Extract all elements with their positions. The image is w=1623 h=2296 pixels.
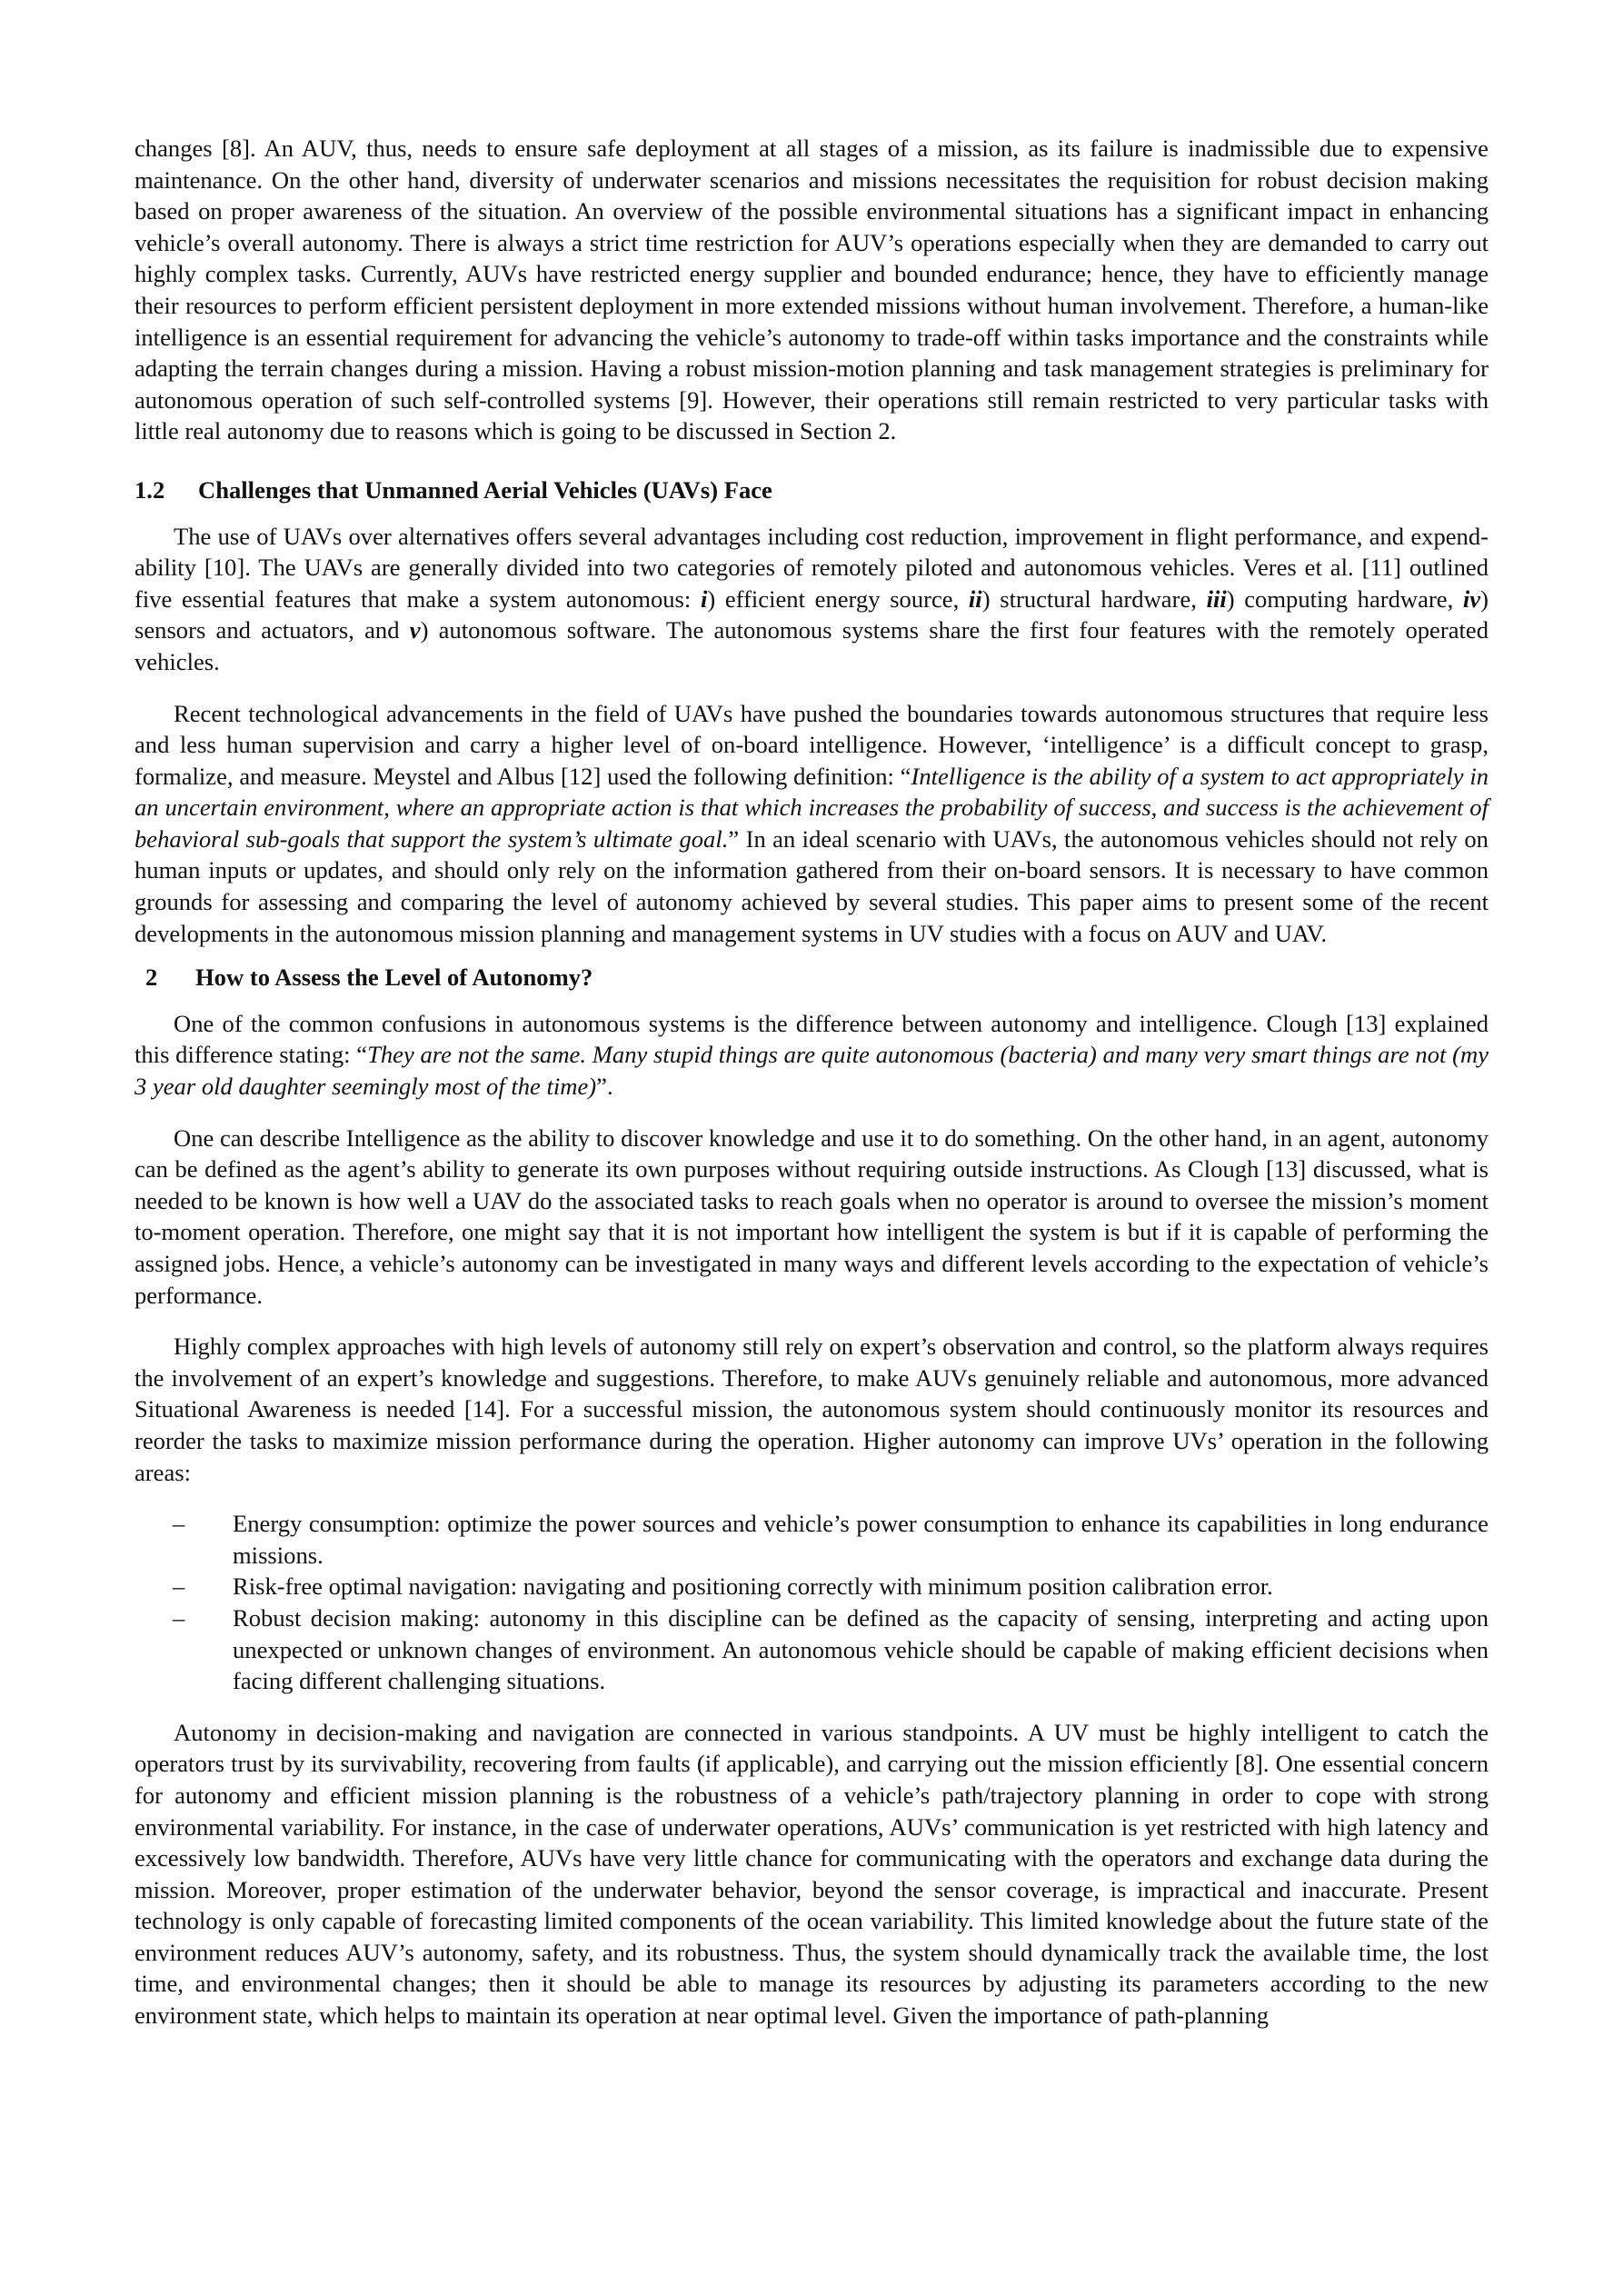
text-run: One of the common confusions in autonomous systems is the difference between autonomy and intelligence. Clough [13] explained this difference stating: “	[134, 1009, 1489, 1069]
section-title: Challenges that Unmanned Aerial Vehicles (UAVs) Face	[198, 475, 772, 504]
dash-bullet-icon: –	[173, 1603, 185, 1632]
text-run: ) computing hardware,	[1226, 584, 1463, 613]
text-run: The use of UAVs over alternatives offers several advantages including cost reduction, improvement in flight performance, and expend-ability [10]. The UAVs are generally divided into two categories of remotely piloted and autonomous vehicles. Veres et al. [11] outlined five essential features that make a system autonomous:	[134, 522, 1489, 613]
text-run: ”.	[596, 1073, 613, 1101]
paragraph-autonomy-vs-intelligence	[134, 1008, 1489, 1103]
enum-marker: i	[700, 584, 708, 613]
list-item	[134, 1571, 1489, 1602]
enum-marker: iii	[1206, 584, 1227, 613]
dash-bullet-icon: –	[173, 1572, 185, 1601]
text-run: Recent technological advancements in the field of UAVs have pushed the boundaries towards autonomous structures that require less and less human supervision and carry a higher level of on-board intelligence. However, ‘intelligence’ is a difficult concept to grasp, formalize, and measure. Meystel and Albus [12] used the following definition: “	[134, 699, 1489, 790]
document-page	[134, 133, 1489, 2031]
intro-paragraph: changes [8]. An AUV, thus, needs to ensure safe deployment at all stages of a mission, as its failure is inadmissible due to expensive maintenance. On the other hand, diversity of underwater scenarios and missions necessitates the requisition for robust decision making based on proper awareness of the situation. An overview of the possible environmental situations has a significant impact in enhancing vehicle’s overall autonomy. There is always a strict time restriction for AUV’s operations especially when they are demanded to carry out highly complex tasks. Currently, AUVs have restricted energy supplier and bounded endurance; hence, they have to efficiently manage their resources to perform efficient persistent deployment in more extended missions without human involvement. Therefore, a human-like intelligence is an essential requirement for advancing the vehicle’s autonomy to trade-off within tasks importance and the constraints while adapting the terrain changes during a mission. Having a robust mission-motion planning and task management strategies is preliminary for autonomous operation of such self-controlled systems [9]. However, their operations still remain restricted to very particular tasks with little real autonomy due to reasons which is going to be discussed in Section 2.	[134, 135, 1489, 445]
section-number: 2	[145, 963, 158, 992]
list-item-text: Robust decision making: autonomy in this discipline can be defined as the capacity of sensing, interpreting and acting upon unexpected or unknown changes of environment. An autonomous vehicle should be capable of making efficient decisions when facing different challenging situations.	[233, 1603, 1489, 1695]
section-heading-1-2	[134, 474, 1489, 506]
section-title: How to Assess the Level of Autonomy?	[195, 963, 593, 992]
paragraph-uav-advantages	[134, 521, 1489, 678]
enum-marker: v	[409, 616, 421, 644]
list-item-text: Risk-free optimal navigation: navigating and positioning correctly with minimum position calibration error.	[233, 1572, 1273, 1601]
text-run: ) efficient energy source,	[707, 584, 969, 613]
quotation: They are not the same. Many stupid things are quite autonomous (bacteria) and many very smart things are not (my 3 year old daughter seemingly most of the time)	[134, 1041, 1489, 1101]
section-number: 1.2	[134, 475, 165, 504]
text-run: ) structural hardware,	[981, 584, 1207, 613]
dash-bullet-icon: –	[173, 1510, 185, 1538]
list-item-text: Energy consumption: optimize the power sources and vehicle’s power consumption to enhance its capabilities in long endurance missions.	[233, 1510, 1489, 1569]
quotation: Intelligence is the ability of a system to act appropriately in an uncertain environment, where an appropriate action is that which increases the probability of success, and success is the achievement of behavioral sub-goals that support the system’s ultimate goal.	[134, 762, 1489, 853]
improvement-areas-list	[134, 1508, 1489, 1697]
paragraph-complex-approaches: Highly complex approaches with high levels of autonomy still rely on expert’s observation and control, so the platform always requires the involvement of an expert’s knowledge and suggestions. Therefore, to make AUVs genuinely reliable and autonomous, more advanced Situational Awareness is needed [14]. For a successful mission, the autonomous system should continuously monitor its resources and reorder the tasks to maximize mission performance during the operation. Higher autonomy can improve UVs’ operation in the following areas:	[134, 1333, 1489, 1486]
paragraph-decision-navigation: Autonomy in decision-making and navigation are connected in various standpoints. A UV must be highly intelligent to catch the operators trust by its survivability, recovering from faults (if applicable), and carrying out the mission efficiently [8]. One essential concern for autonomy and efficient mission planning is the robustness of a vehicle’s path/trajectory planning in order to cope with strong environmental variability. For instance, in the case of underwater operations, AUVs’ communication is yet restricted with high latency and excessively low bandwidth. Therefore, AUVs have very little chance for communicating with the operators and exchange data during the mission. Moreover, proper estimation of the underwater behavior, beyond the sensor coverage, is impractical and inaccurate. Present technology is only capable of forecasting limited components of the ocean variability. This limited knowledge about the future state of the environment reduces AUV’s autonomy, safety, and its robustness. Thus, the system should dynamically track the available time, the lost time, and environmental changes; then it should be able to manage its resources by adjusting its parameters according to the new environment state, which helps to maintain its operation at near optimal level. Given the importance of path-planning	[134, 1718, 1489, 2030]
enum-marker: ii	[968, 584, 982, 613]
enum-marker: iv	[1462, 584, 1481, 613]
text-run: ) autonomous software. The autonomous systems share the first four features with the remotely operated vehicles.	[134, 616, 1489, 675]
section-heading-2	[134, 962, 1489, 993]
paragraph-intelligence-definition	[134, 698, 1489, 950]
paragraph-describe-intelligence: One can describe Intelligence as the ability to discover knowledge and use it to do something. On the other hand, in an agent, autonomy can be defined as the agent’s ability to generate its own purposes without requiring outside instructions. As Clough [13] discussed, what is needed to be known is how well a UAV do the associated tasks to reach goals when no operator is around to oversee the mission’s moment to-moment operation. Therefore, one might say that it is not important how intelligent the system is but if it is capable of performing the assigned jobs. Hence, a vehicle’s autonomy can be investigated in many ways and different levels according to the expectation of vehicle’s performance.	[134, 1123, 1489, 1309]
text-run: ” In an ideal scenario with UAVs, the autonomous vehicles should not rely on human inputs or updates, and should only rely on the information gathered from their on-board sensors. It is necessary to have common grounds for assessing and comparing the level of autonomy achieved by several studies. This paper aims to present some of the recent developments in the autonomous mission planning and management systems in UV studies with a focus on AUV and UAV.	[134, 824, 1489, 947]
list-item	[134, 1602, 1489, 1697]
text-run: ) sensors and actuators, and	[134, 584, 1489, 644]
list-item	[134, 1508, 1489, 1571]
